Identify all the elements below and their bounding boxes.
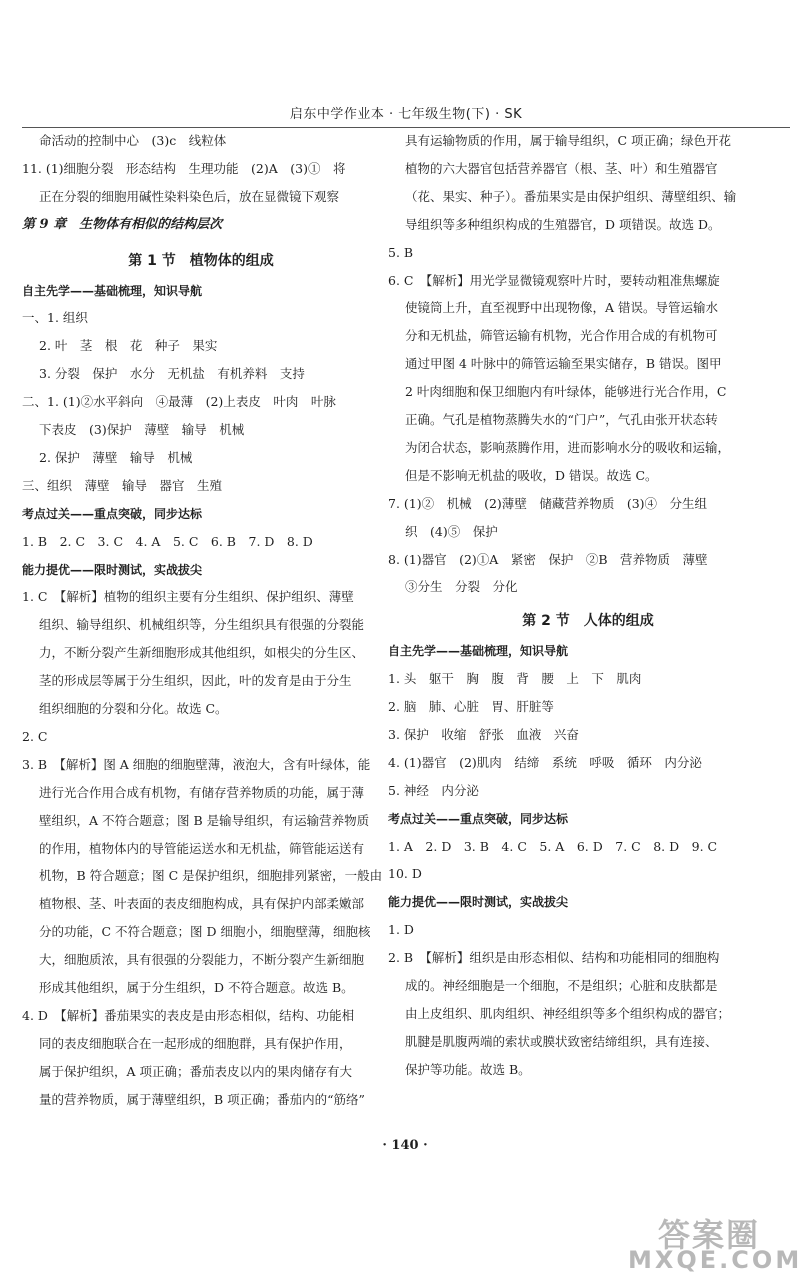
text-line: 3. 分裂 保护 水分 无机盐 有机养料 支持 — [39, 366, 305, 382]
text-line: 三、组织 薄壁 输导 器官 生殖 — [22, 477, 223, 493]
text-line: 使镜筒上升，直至视野中出现物像，A 错误。导管运输水 — [405, 300, 719, 316]
page-number: · 140 · — [382, 1138, 428, 1153]
text-line: 组织、输导组织、机械组织等，分生组织具有很强的分裂能 — [39, 617, 365, 633]
subsection-heading: 自主先学——基础梳理，知识导航 — [388, 644, 569, 659]
text-line: 4. (1)器官 (2)肌肉 结缔 系统 呼吸 循环 内分泌 — [388, 754, 702, 770]
text-line: 10. D — [388, 866, 422, 882]
watermark-bottom: MXQE.COM — [628, 1246, 803, 1274]
text-line: 肌腱是肌腹两端的索状或膜状致密结缔组织，具有连接、 — [405, 1033, 718, 1049]
text-line: 导组织等多种组织构成的生殖器官，D 项错误。故选 D。 — [405, 216, 721, 232]
text-line: 2. 叶 茎 根 花 种子 果实 — [39, 338, 218, 354]
text-line: 6. C 【解析】用光学显微镜观察叶片时，要转动粗准焦螺旋 — [388, 272, 720, 288]
subsection-heading: 考点过关——重点突破，同步达标 — [22, 506, 203, 521]
text-line: 一、1. 组织 — [22, 310, 88, 326]
text-line: 由上皮组织、肌肉组织、神经组织等多个组织构成的器官； — [405, 1005, 731, 1021]
text-line: 的作用，植物体内的导管能运送水和无机盐，筛管能运送有 — [39, 840, 365, 856]
text-line: 但是不影响无机盐的吸收，D 错误。故选 C。 — [405, 467, 658, 483]
text-line: 1. B 2. C 3. C 4. A 5. C 6. B 7. D 8. D — [22, 533, 313, 549]
text-line: 11. (1)细胞分裂 形态结构 生理功能 (2)A (3)① 将 — [22, 160, 346, 176]
text-line: 1. D — [388, 922, 414, 938]
text-line: 壁组织，A 不符合题意；图 B 是输导组织，有运输营养物质 — [39, 812, 370, 828]
watermark-top: 答案圈 — [658, 1216, 761, 1254]
text-line: 下表皮 (3)保护 薄壁 输导 机械 — [39, 422, 245, 437]
text-line: 植物的六大器官包括营养器官（根、茎、叶）和生殖器官 — [405, 160, 718, 176]
text-line: 成的。神经细胞是一个细胞，不是组织；心脏和皮肤都是 — [405, 978, 718, 993]
text-line: 8. (1)器官 (2)①A 紧密 保护 ②B 营养物质 薄壁 — [388, 551, 708, 567]
text-line: 2. 脑 肺、心脏 胃、肝脏等 — [388, 699, 554, 714]
text-line: 3. B 【解析】图 A 细胞的细胞壁薄，液泡大，含有叶绿体，能 — [22, 756, 371, 772]
text-line: 分和无机盐，筛管运输有机物，光合作用合成的有机物可 — [405, 328, 718, 344]
text-line: 二、1. (1)②水平斜向 ④最薄 (2)上表皮 叶肉 叶脉 — [22, 394, 336, 410]
text-line: 大，细胞质浓，具有很强的分裂能力，不断分裂产生新细胞 — [39, 952, 365, 968]
text-line: 组织细胞的分裂和分化。故选 C。 — [39, 701, 228, 716]
watermark-logo — [608, 1210, 803, 1274]
text-line: 织 (4)⑤ 保护 — [405, 523, 498, 539]
text-line: 1. C 【解析】植物的组织主要有分生组织、保护组织、薄壁 — [22, 589, 354, 605]
text-line: 保护等功能。故选 B。 — [405, 1061, 531, 1077]
text-line: ③分生 分裂 分化 — [405, 579, 518, 595]
text-line: 5. B — [388, 244, 414, 260]
text-line: 力，不断分裂产生新细胞形成其他组织，如根尖的分生区、 — [39, 645, 365, 661]
text-line: 1. A 2. D 3. B 4. C 5. A 6. D 7. C 8. D 9. C — [388, 838, 718, 854]
section-title: 第 1 节 植物体的组成 — [128, 252, 274, 269]
text-line: 进行光合作用合成有机物，有储存营养物质的功能，属于薄 — [39, 784, 365, 800]
text-line: 正确。气孔是植物蒸腾失水的“门户”，气孔由张开状态转 — [405, 412, 718, 427]
text-line: 4. D 【解析】番茄果实的表皮是由形态相似，结构、功能相 — [22, 1007, 355, 1023]
text-line: 2 叶肉细胞和保卫细胞内有叶绿体，能够进行光合作用，C — [405, 384, 727, 400]
page-header — [22, 97, 790, 128]
text-line: 3. 保护 收缩 舒张 血液 兴奋 — [388, 726, 579, 742]
text-line: 植物根、茎、叶表面的表皮细胞构成，具有保护内部柔嫩部 — [39, 896, 365, 912]
subsection-heading: 能力提优——限时测试，实战拔尖 — [22, 562, 203, 577]
text-line: （花、果实、种子）。番茄果实是由保护组织、薄壁组织、输 — [405, 188, 737, 204]
text-line: 1. 头 躯干 胸 腹 背 腰 上 下 肌肉 — [388, 671, 642, 687]
text-line: 茎的形成层等属于分生组织，因此，叶的发育是由于分生 — [39, 673, 352, 689]
text-line: 2. C — [22, 728, 48, 744]
text-line: 命活动的控制中心 (3)c 线粒体 — [39, 133, 227, 148]
text-line: 机物，B 符合题意；图 C 是保护组织，细胞排列紧密，一般由 — [39, 868, 383, 884]
text-line: 2. 保护 薄壁 输导 机械 — [39, 449, 193, 465]
text-line: 正在分裂的细胞用碱性染料染色后，放在显微镜下观察 — [39, 188, 340, 204]
text-line: 量的营养物质，属于薄壁组织，B 项正确；番茄内的“筋络” — [39, 1091, 365, 1107]
text-line: 通过甲图 4 叶脉中的筛管运输至果实储存，B 错误。图甲 — [405, 356, 722, 372]
text-line: 属于保护组织，A 项正确；番茄表皮以内的果肉储存有大 — [39, 1063, 353, 1079]
chapter-title: 第 9 章 生物体有相似的结构层次 — [22, 216, 223, 232]
text-line: 2. B 【解析】组织是由形态相似、结构和功能相同的细胞构 — [388, 950, 720, 966]
section-title: 第 2 节 人体的组成 — [522, 613, 654, 630]
subsection-heading: 自主先学——基础梳理，知识导航 — [22, 283, 203, 298]
subsection-heading: 考点过关——重点突破，同步达标 — [388, 811, 569, 826]
header-title: 启东中学作业本 · 七年级生物(下) · SK — [289, 107, 523, 122]
subsection-heading: 能力提优——限时测试，实战拔尖 — [388, 895, 569, 910]
text-line: 同的表皮细胞联合在一起形成的细胞群，具有保护作用， — [39, 1035, 352, 1051]
text-line: 分的功能，C 不符合题意；图 D 细胞小，细胞壁薄，细胞核 — [39, 924, 371, 940]
text-line: 为闭合状态，影响蒸腾作用，进而影响水分的吸收和运输， — [405, 439, 731, 455]
text-line: 具有运输物质的作用，属于输导组织，C 项正确；绿色开花 — [405, 133, 732, 148]
text-line: 形成其他组织，属于分生组织，D 不符合题意。故选 B。 — [39, 980, 354, 995]
text-line: 5. 神经 内分泌 — [388, 782, 479, 798]
text-line: 7. (1)② 机械 (2)薄壁 储藏营养物质 (3)④ 分生组 — [388, 495, 708, 511]
